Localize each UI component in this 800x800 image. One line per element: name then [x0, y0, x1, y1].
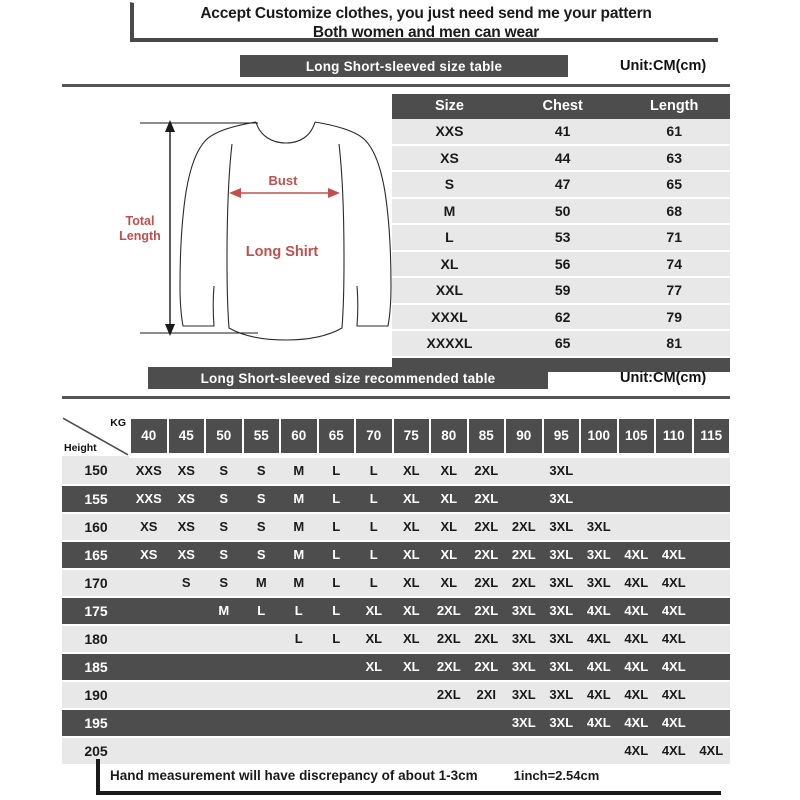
size-cell-empty — [243, 653, 281, 681]
table-row — [392, 224, 730, 251]
size-cell: 2XI — [476, 687, 496, 702]
size-cell-empty — [693, 541, 731, 569]
size-table-title: Long Short-sleeved size table — [240, 55, 568, 77]
size-cell-empty — [693, 597, 731, 625]
size-cell: XL — [440, 519, 458, 534]
size-cell-empty — [205, 681, 243, 709]
cell-length: 68 — [618, 198, 730, 225]
size-cell: 3XL — [511, 687, 536, 702]
size-chart-body — [392, 119, 730, 357]
size-cell: XL — [365, 631, 383, 646]
cell-chest: 41 — [507, 119, 619, 145]
size-cell: XXS — [135, 463, 162, 478]
size-cell: XL — [440, 491, 458, 506]
size-cell: S — [256, 547, 266, 562]
column-header-size: Size — [392, 94, 507, 119]
garment-measurement-diagram — [110, 100, 395, 355]
cell-size: XXXL — [392, 304, 507, 331]
size-cell: 4XL — [661, 715, 686, 730]
cell-size: M — [392, 198, 507, 225]
size-cell: L — [332, 575, 341, 590]
cell-chest: 65 — [507, 330, 619, 357]
size-cell: S — [219, 491, 229, 506]
size-recommendation-table — [62, 414, 731, 766]
size-cell-empty — [580, 456, 618, 486]
size-cell-empty — [318, 681, 356, 709]
size-cell-empty — [655, 513, 693, 541]
table-row — [62, 681, 730, 709]
size-cell: S — [256, 463, 266, 478]
size-cell-empty — [280, 681, 318, 709]
size-chart-header-row — [392, 94, 730, 119]
size-cell: XL — [402, 547, 420, 562]
size-cell: S — [256, 519, 266, 534]
size-cell: S — [181, 575, 191, 590]
height-label: 160 — [84, 519, 108, 535]
size-cell-empty — [580, 485, 618, 513]
size-cell: 3XL — [549, 463, 574, 478]
cell-length: 71 — [618, 224, 730, 251]
column-header-chest: Chest — [507, 94, 619, 119]
cell-size: S — [392, 171, 507, 198]
size-cell-empty — [168, 653, 206, 681]
size-cell-empty — [243, 709, 281, 737]
size-cell: 3XL — [549, 519, 574, 534]
size-cell: 3XL — [511, 715, 536, 730]
table-row — [392, 119, 730, 145]
cell-length: 65 — [618, 171, 730, 198]
cell-length: 63 — [618, 145, 730, 172]
size-cell: XXS — [135, 491, 162, 506]
size-cell-empty — [618, 456, 656, 486]
cell-size: XXL — [392, 277, 507, 304]
size-cell-empty — [130, 597, 168, 625]
size-cell: XL — [440, 547, 458, 562]
promo-banner-line-2: Both women and men can wear — [312, 24, 540, 41]
size-cell: 2XL — [474, 575, 499, 590]
size-cell: XL — [402, 659, 420, 674]
table-row — [392, 145, 730, 172]
cell-length: 74 — [618, 251, 730, 278]
size-cell: 3XL — [549, 491, 574, 506]
size-cell-empty — [693, 681, 731, 709]
size-cell: S — [219, 463, 229, 478]
height-label: 180 — [84, 631, 108, 647]
size-cell: L — [294, 603, 303, 618]
table-row — [392, 304, 730, 331]
size-cell-empty — [168, 597, 206, 625]
size-cell: 2XL — [436, 603, 461, 618]
table-row — [62, 597, 730, 625]
table-row — [62, 513, 730, 541]
size-cell: 2XL — [474, 547, 499, 562]
weight-header-105: 105 — [618, 417, 656, 456]
total-length-label-line-2: Length — [119, 229, 161, 243]
size-cell: 3XL — [511, 603, 536, 618]
size-cell: 4XL — [624, 603, 649, 618]
size-cell: 2XL — [474, 659, 499, 674]
height-label: 185 — [84, 659, 108, 675]
axis-label-height: Height — [64, 441, 97, 454]
weight-header-40: 40 — [130, 417, 168, 456]
cell-size: XL — [392, 251, 507, 278]
cell-chest: 59 — [507, 277, 619, 304]
size-cell: 4XL — [586, 631, 611, 646]
size-cell: XS — [140, 547, 158, 562]
size-cell: 2XL — [474, 519, 499, 534]
size-cell: L — [332, 519, 341, 534]
cell-size: L — [392, 224, 507, 251]
size-cell: 2XL — [474, 463, 499, 478]
height-label: 150 — [84, 461, 108, 478]
size-cell: M — [293, 575, 305, 590]
size-cell: L — [369, 463, 378, 478]
cell-length: 77 — [618, 277, 730, 304]
weight-header-90: 90 — [505, 417, 543, 456]
disclaimer-box — [96, 759, 721, 795]
size-cell: XS — [177, 519, 195, 534]
height-label: 165 — [84, 547, 108, 563]
size-cell-empty — [205, 709, 243, 737]
size-cell: 2XL — [436, 631, 461, 646]
cell-length: 61 — [618, 119, 730, 145]
cell-size: XXS — [392, 119, 507, 145]
size-cell: 2XL — [511, 575, 536, 590]
size-cell-empty — [243, 681, 281, 709]
size-chart-table — [392, 94, 730, 372]
cell-size: XS — [392, 145, 507, 172]
size-cell: 4XL — [624, 575, 649, 590]
size-table-unit-label: Unit:CM(cm) — [620, 58, 707, 74]
column-header-length: Length — [618, 94, 730, 119]
axis-label-weight: KG — [110, 416, 126, 429]
size-cell: M — [293, 547, 305, 562]
total-length-label-line-1: Total — [125, 214, 155, 228]
divider-rule-top — [62, 84, 730, 87]
size-cell: 4XL — [699, 743, 724, 758]
size-cell: 4XL — [624, 715, 649, 730]
size-cell: 4XL — [661, 631, 686, 646]
size-cell: 3XL — [511, 631, 536, 646]
weight-header-85: 85 — [468, 417, 506, 456]
table-row — [62, 541, 730, 569]
arrow-left-icon — [229, 188, 241, 198]
size-cell: XL — [402, 631, 420, 646]
table-row — [392, 171, 730, 198]
size-cell: M — [218, 603, 230, 618]
size-cell: 4XL — [586, 603, 611, 618]
size-cell: XL — [402, 575, 420, 590]
table-row — [392, 277, 730, 304]
size-cell-empty — [655, 485, 693, 513]
size-cell: 3XL — [549, 631, 574, 646]
table-row — [62, 709, 730, 737]
size-cell: M — [293, 463, 305, 478]
size-cell-empty — [505, 456, 543, 486]
size-cell: 4XL — [624, 631, 649, 646]
weight-header-100: 100 — [580, 417, 618, 456]
size-cell: 2XL — [474, 491, 499, 506]
recommendation-header — [62, 417, 730, 456]
size-cell-empty — [318, 653, 356, 681]
size-cell: 4XL — [661, 547, 686, 562]
size-cell-empty — [468, 709, 506, 737]
size-cell: XS — [140, 519, 158, 534]
weight-header-75: 75 — [393, 417, 431, 456]
size-cell-empty — [693, 513, 731, 541]
size-cell: XL — [440, 575, 458, 590]
size-cell: XS — [177, 491, 195, 506]
size-cell: 2XL — [436, 687, 461, 702]
table-row — [62, 625, 730, 653]
size-cell-empty — [618, 513, 656, 541]
recommendation-header-row — [62, 417, 730, 456]
size-cell: 3XL — [549, 659, 574, 674]
shirt-illustration — [110, 100, 395, 355]
size-cell-empty — [655, 456, 693, 486]
height-label: 155 — [84, 491, 108, 507]
size-cell-empty — [243, 625, 281, 653]
cell-size: XXXXL — [392, 330, 507, 357]
size-cell-empty — [168, 709, 206, 737]
weight-header-55: 55 — [243, 417, 281, 456]
promo-banner-line-1: Accept Customize clothes, you just need send me your pattern — [200, 5, 652, 22]
size-cell: 2XL — [474, 603, 499, 618]
size-cell-empty — [505, 485, 543, 513]
size-cell-empty — [130, 709, 168, 737]
table-row — [392, 330, 730, 357]
inch-conversion-note: 1inch=2.54cm — [513, 767, 600, 783]
arrow-down-icon — [165, 324, 175, 336]
size-cell-empty — [355, 709, 393, 737]
size-cell: 3XL — [549, 547, 574, 562]
size-cell: L — [332, 463, 341, 478]
size-cell: L — [332, 631, 341, 646]
weight-header-65: 65 — [318, 417, 356, 456]
weight-header-80: 80 — [430, 417, 468, 456]
height-label: 205 — [84, 743, 108, 759]
cell-chest: 56 — [507, 251, 619, 278]
size-cell: XL — [365, 603, 383, 618]
size-cell: XL — [402, 603, 420, 618]
size-cell: L — [369, 575, 378, 590]
height-label: 170 — [84, 575, 108, 591]
size-cell: S — [219, 519, 229, 534]
size-cell: XS — [177, 547, 195, 562]
size-cell: 2XL — [474, 631, 499, 646]
size-cell: 2XL — [511, 519, 536, 534]
size-cell: L — [369, 519, 378, 534]
size-cell-empty — [280, 709, 318, 737]
measurement-disclaimer: Hand measurement will have discrepancy of about 1-3cm — [110, 767, 478, 783]
table-row — [392, 198, 730, 225]
size-cell-empty — [393, 681, 431, 709]
size-cell: L — [332, 603, 341, 618]
arrow-right-icon — [328, 188, 340, 198]
size-cell-empty — [618, 485, 656, 513]
size-cell: 3XL — [549, 715, 574, 730]
size-cell: XL — [440, 463, 458, 478]
total-length-dimension — [140, 123, 258, 333]
size-cell: S — [219, 575, 229, 590]
size-cell-empty — [130, 681, 168, 709]
weight-header-115: 115 — [693, 417, 731, 456]
size-cell-empty — [693, 653, 731, 681]
size-cell: 4XL — [661, 743, 686, 758]
size-cell: 2XL — [511, 547, 536, 562]
size-cell: 3XL — [586, 547, 611, 562]
size-cell-empty — [205, 625, 243, 653]
table-row — [62, 569, 730, 597]
size-cell-empty — [393, 709, 431, 737]
table-row — [62, 456, 730, 486]
size-cell: XL — [402, 491, 420, 506]
size-cell-empty — [693, 456, 731, 486]
table-row — [62, 653, 730, 681]
size-cell-empty — [130, 569, 168, 597]
weight-header-70: 70 — [355, 417, 393, 456]
size-cell-empty — [693, 625, 731, 653]
size-cell: XL — [402, 463, 420, 478]
size-cell: 2XL — [436, 659, 461, 674]
size-cell: XL — [402, 519, 420, 534]
size-cell: S — [256, 491, 266, 506]
weight-header-60: 60 — [280, 417, 318, 456]
table-row — [392, 251, 730, 278]
bust-label: Bust — [268, 173, 298, 188]
size-cell-empty — [130, 625, 168, 653]
promo-banner — [130, 2, 718, 42]
size-cell: L — [369, 547, 378, 562]
size-cell: S — [219, 547, 229, 562]
weight-header-110: 110 — [655, 417, 693, 456]
size-cell: 4XL — [661, 603, 686, 618]
size-cell: M — [293, 491, 305, 506]
table-row — [62, 485, 730, 513]
size-cell-empty — [693, 485, 731, 513]
size-cell: 3XL — [586, 519, 611, 534]
size-cell: 4XL — [661, 659, 686, 674]
weight-header-95: 95 — [543, 417, 581, 456]
size-cell: L — [257, 603, 266, 618]
height-label: 175 — [84, 603, 108, 619]
size-cell-empty — [168, 681, 206, 709]
size-cell: 4XL — [586, 715, 611, 730]
size-cell: 3XL — [549, 687, 574, 702]
garment-type-label: Long Shirt — [245, 244, 319, 260]
size-cell-empty — [355, 681, 393, 709]
cell-chest: 50 — [507, 198, 619, 225]
size-cell: M — [293, 519, 305, 534]
size-cell: L — [332, 491, 341, 506]
size-cell: 4XL — [624, 547, 649, 562]
size-cell: L — [332, 547, 341, 562]
size-cell-empty — [168, 625, 206, 653]
size-cell: 4XL — [586, 687, 611, 702]
size-chart-header — [392, 94, 730, 119]
size-cell: 4XL — [586, 659, 611, 674]
height-label: 195 — [84, 715, 108, 731]
recommendation-body — [62, 456, 730, 766]
size-cell: 4XL — [624, 659, 649, 674]
size-cell: 3XL — [511, 659, 536, 674]
arrow-up-icon — [165, 120, 175, 132]
size-cell: L — [294, 631, 303, 646]
size-cell-empty — [318, 709, 356, 737]
weight-header-50: 50 — [205, 417, 243, 456]
size-cell: XS — [177, 463, 195, 478]
size-cell: 3XL — [549, 575, 574, 590]
cell-chest: 53 — [507, 224, 619, 251]
size-cell: 4XL — [661, 575, 686, 590]
size-cell: 3XL — [549, 603, 574, 618]
size-cell-empty — [693, 709, 731, 737]
cell-length: 81 — [618, 330, 730, 357]
recommended-table-title: Long Short-sleeved size recommended table — [148, 367, 548, 389]
recommended-table-unit-label: Unit:CM(cm) — [620, 370, 707, 386]
weight-header-45: 45 — [168, 417, 206, 456]
axis-corner-cell — [62, 417, 130, 456]
size-cell-empty — [430, 709, 468, 737]
size-cell: 4XL — [624, 687, 649, 702]
size-cell-empty — [130, 653, 168, 681]
size-cell: 4XL — [624, 743, 649, 758]
divider-rule-bottom — [62, 396, 730, 399]
size-cell: 4XL — [661, 687, 686, 702]
cell-chest: 62 — [507, 304, 619, 331]
size-cell: M — [255, 575, 267, 590]
size-cell: L — [369, 491, 378, 506]
size-cell-empty — [205, 653, 243, 681]
cell-chest: 44 — [507, 145, 619, 172]
size-cell-empty — [280, 653, 318, 681]
cell-length: 79 — [618, 304, 730, 331]
size-cell: 3XL — [586, 575, 611, 590]
size-cell-empty — [693, 569, 731, 597]
cell-chest: 47 — [507, 171, 619, 198]
height-label: 190 — [84, 687, 108, 703]
size-cell: XL — [365, 659, 383, 674]
